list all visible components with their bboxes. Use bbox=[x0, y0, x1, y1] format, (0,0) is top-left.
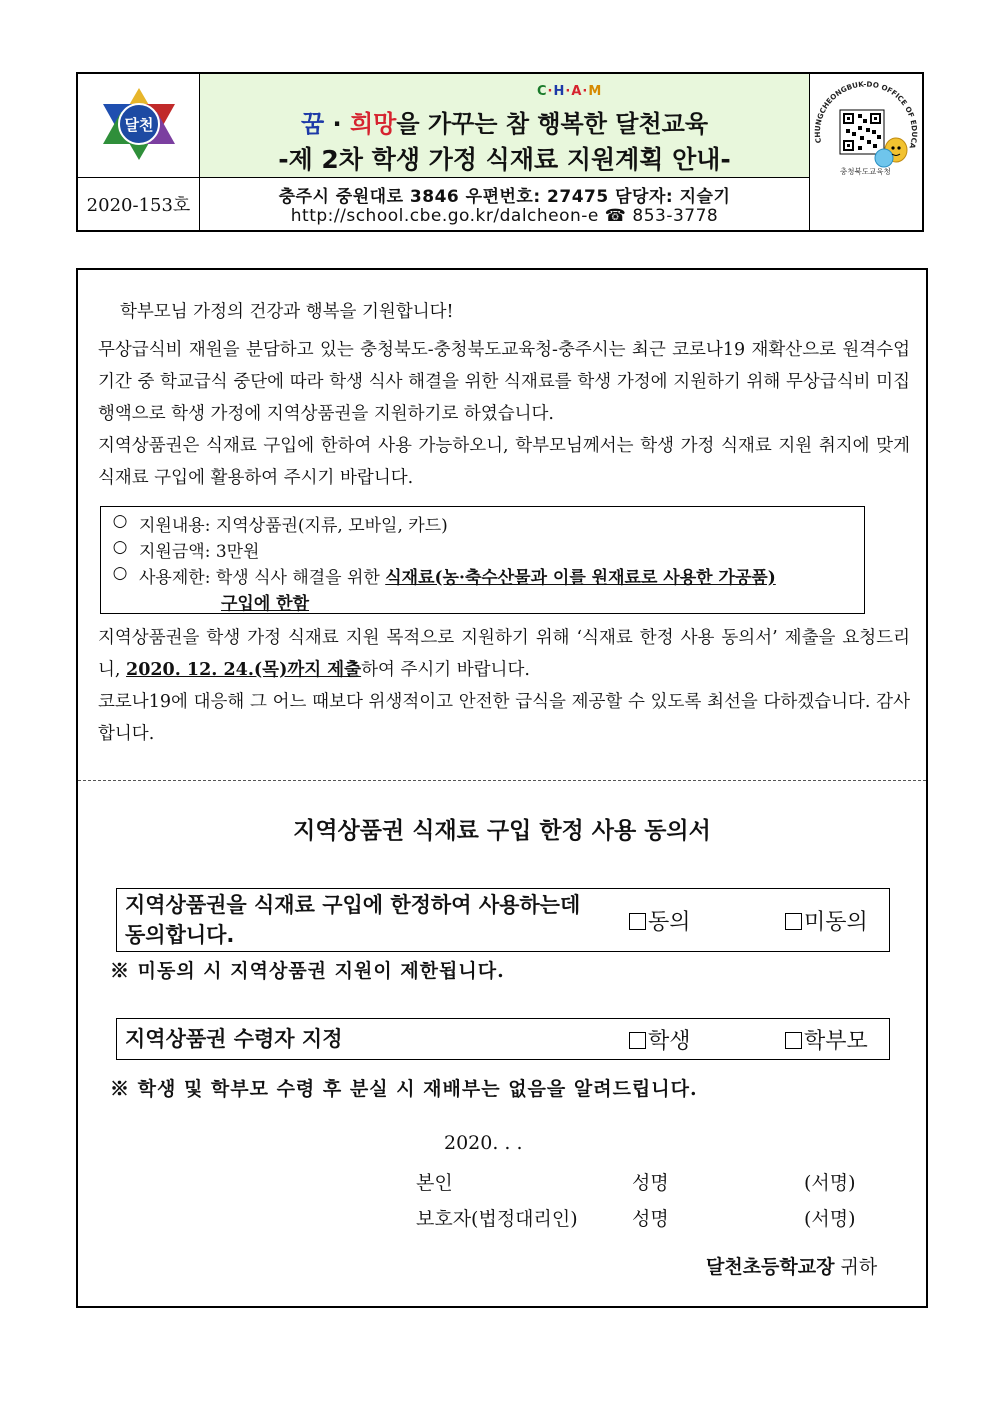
student-option[interactable]: 학생 bbox=[629, 1024, 691, 1055]
guardian-sign-field[interactable]: (서명) bbox=[804, 1208, 856, 1230]
consent-question-line2: 동의합니다. bbox=[125, 923, 235, 947]
school-logo-text: 달천 bbox=[124, 116, 154, 134]
letter-body bbox=[76, 268, 928, 1308]
school-logo-icon bbox=[78, 74, 200, 178]
paragraph-2: 지역상품권은 식재료 구입에 한하여 사용 가능하오니, 학부모님께서는 학생 가정 식재료 지원 취지에 맞게 식재료 구입에 활용하여 주시기 바랍니다. bbox=[98, 436, 910, 488]
support-info-box: ○ 지원내용: 지역상품권(지류, 모바일, 카드) ○ 지원금액: 3만원 ○ 사용제한: 학생 식사 해결을 위한 식재료(농·축수산물과 이를 원재료로 사용한 가공품) 구입에 한함 bbox=[100, 506, 865, 614]
info-item-restriction-cont: 구입에 한함 bbox=[221, 594, 310, 614]
disagree-notice: ※ 미동의 시 지역상품권 지원이 제한됩니다. bbox=[110, 960, 505, 982]
document-number: 2020-153호 bbox=[78, 178, 200, 230]
address-line: 충주시 중원대로 3846 우편번호: 27475 담당자: 지슬기 bbox=[278, 187, 731, 207]
consent-title: 지역상품권 식재료 구입 한정 사용 동의서 bbox=[293, 818, 711, 844]
cut-line bbox=[78, 780, 926, 781]
recipient-box bbox=[116, 1018, 890, 1060]
guardian-label: 보호자(법정대리인) bbox=[416, 1208, 578, 1230]
qr-code-icon bbox=[840, 110, 884, 154]
date-field[interactable]: 2020. . . bbox=[444, 1132, 523, 1154]
deadline: 2020. 12. 24.(목)까지 제출 bbox=[126, 660, 362, 680]
agree-option[interactable]: 동의 bbox=[629, 905, 691, 936]
agree-checkbox[interactable] bbox=[629, 913, 646, 930]
consent-question-line1: 지역상품권을 식재료 구입에 한정하여 사용하는데 bbox=[125, 893, 581, 917]
greeting: 학부모님 가정의 건강과 행복을 기원합니다! bbox=[120, 302, 454, 322]
disagree-checkbox[interactable] bbox=[785, 913, 802, 930]
contact-info bbox=[200, 178, 810, 230]
recipient-label: 지역상품권 수령자 지정 bbox=[125, 1027, 343, 1051]
consent-question-box bbox=[116, 888, 890, 952]
paragraph-1: 무상급식비 재원을 분담하고 있는 충청북도-충청북도교육청-충주시는 최근 코로나19 재확산으로 원격수업 기간 중 학교급식 중단에 따라 학생 식사 해결을 위한 식재료를 학생 가정에 지원하기 위해 무상급식비 미집행액으로 학생 가정에 지역상품권을 지원하기로 하였습니다. bbox=[98, 340, 910, 424]
self-name-label: 성명 bbox=[632, 1172, 669, 1194]
self-sign-field[interactable]: (서명) bbox=[804, 1172, 856, 1194]
paragraph-3: 지역상품권을 학생 가정 식재료 지원 목적으로 지원하기 위해 ‘식재료 한정 사용 동의서’ 제출을 요청드리니, 2020. 12. 24.(목)까지 제출하여 주시기 바랍니다. bbox=[98, 628, 910, 680]
office-logo-icon bbox=[810, 74, 922, 204]
url-line: http://school.cbe.go.kr/dalcheon-e ☎ 853-3778 bbox=[290, 206, 719, 226]
slogan: 꿈 · 희망을 가꾸는 참 행복한 달천교육 bbox=[300, 110, 709, 138]
document-header bbox=[76, 72, 924, 232]
student-checkbox[interactable] bbox=[629, 1032, 646, 1049]
office-logo-cell bbox=[810, 74, 922, 230]
school-logo-cell bbox=[78, 74, 200, 178]
self-label: 본인 bbox=[416, 1172, 453, 1194]
guardian-name-label: 성명 bbox=[632, 1208, 669, 1230]
title-cell bbox=[200, 74, 810, 178]
office-name: 충청북도교육청 bbox=[840, 167, 891, 176]
svg-text:CHUNGCHEONGBUK-DO OFFICE OF ED: CHUNGCHEONGBUK-DO OFFICE OF EDUCA bbox=[812, 79, 920, 150]
document-title: -제 2차 학생 가정 식재료 지원계획 안내- bbox=[278, 145, 731, 174]
disagree-option[interactable]: 미동의 bbox=[785, 905, 868, 936]
parent-checkbox[interactable] bbox=[785, 1032, 802, 1049]
cham-logo: C·H·A·M bbox=[537, 84, 603, 99]
addressee: 달천초등학교장 귀하 bbox=[706, 1256, 878, 1278]
parent-option[interactable]: 학부모 bbox=[785, 1024, 868, 1055]
loss-notice: ※ 학생 및 학부모 수령 후 분실 시 재배부는 없음을 알려드립니다. bbox=[110, 1078, 698, 1100]
paragraph-4: 코로나19에 대응해 그 어느 때보다 위생적이고 안전한 급식을 제공할 수 있도록 최선을 다하겠습니다. 감사합니다. bbox=[98, 692, 910, 744]
